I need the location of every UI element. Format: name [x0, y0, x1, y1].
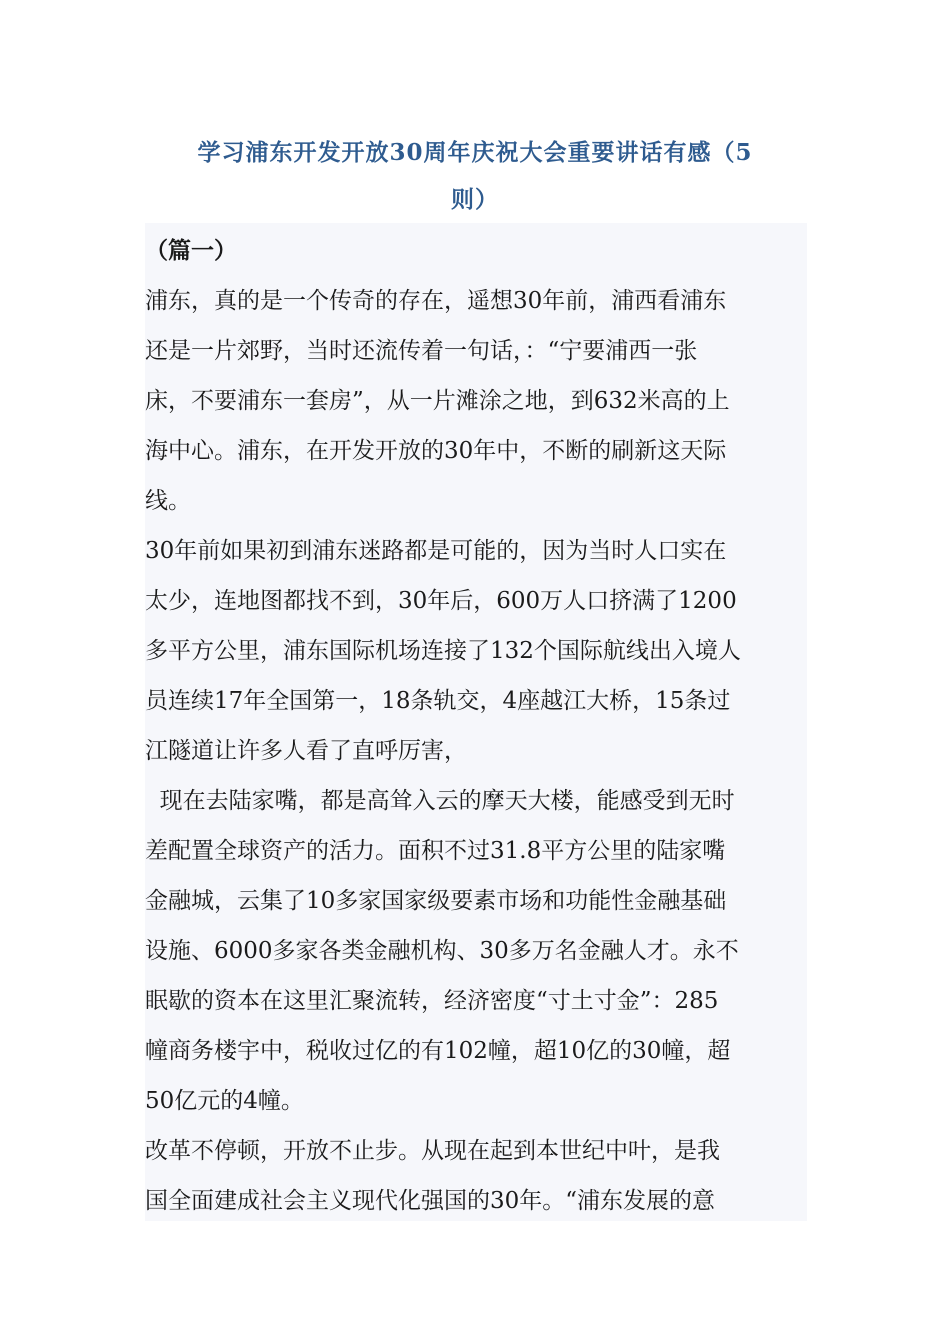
body-line: 员连续17年全国第一，18条轨交，4座越江大桥，15条过: [145, 688, 731, 714]
body-line: 海中心。浦东，在开发开放的30年中，不断的刷新这天际: [145, 438, 727, 464]
body-line: 国全面建成社会主义现代化强国的30年。“浦东发展的意: [145, 1188, 716, 1214]
section-heading: （篇一）: [145, 238, 237, 264]
document-title-line-2: 则）: [451, 186, 499, 213]
document-body: [145, 223, 807, 1221]
body-line: 30年前如果初到浦东迷路都是可能的，因为当时人口实在: [145, 538, 727, 564]
body-line: 床，不要浦东一套房”，从一片滩涂之地，到632米高的上: [145, 388, 730, 414]
body-line: 现在去陆家嘴，都是高耸入云的摩天大楼，能感受到无时: [145, 788, 735, 814]
body-line: 江隧道让许多人看了直呼厉害，: [145, 738, 467, 764]
body-line: 设施、6000多家各类金融机构、30多万名金融人才。永不: [145, 938, 739, 964]
body-line: 线。: [145, 488, 191, 514]
body-line: 差配置全球资产的活力。面积不过31.8平方公里的陆家嘴: [145, 838, 726, 864]
body-line: 改革不停顿，开放不止步。从现在起到本世纪中叶，是我: [145, 1138, 720, 1164]
body-line: 多平方公里，浦东国际机场连接了132个国际航线出入境人: [145, 638, 741, 664]
body-line: 眠歇的资本在这里汇聚流转，经济密度“寸土寸金”：285: [145, 988, 719, 1014]
document-title-line-1: 学习浦东开发开放30周年庆祝大会重要讲话有感（5: [197, 139, 753, 166]
body-line: 太少，连地图都找不到，30年后，600万人口挤满了1200: [145, 588, 737, 614]
body-line: 幢商务楼宇中，税收过亿的有102幢，超10亿的30幢，超: [145, 1038, 731, 1064]
body-line: 金融城，云集了10多家国家级要素市场和功能性金融基础: [145, 888, 727, 914]
body-line: 浦东，真的是一个传奇的存在，遥想30年前，浦西看浦东: [145, 288, 727, 314]
body-line: 还是一片郊野，当时还流传着一句话，：“宁要浦西一张: [145, 338, 698, 364]
body-line: 50亿元的4幢。: [145, 1088, 304, 1114]
